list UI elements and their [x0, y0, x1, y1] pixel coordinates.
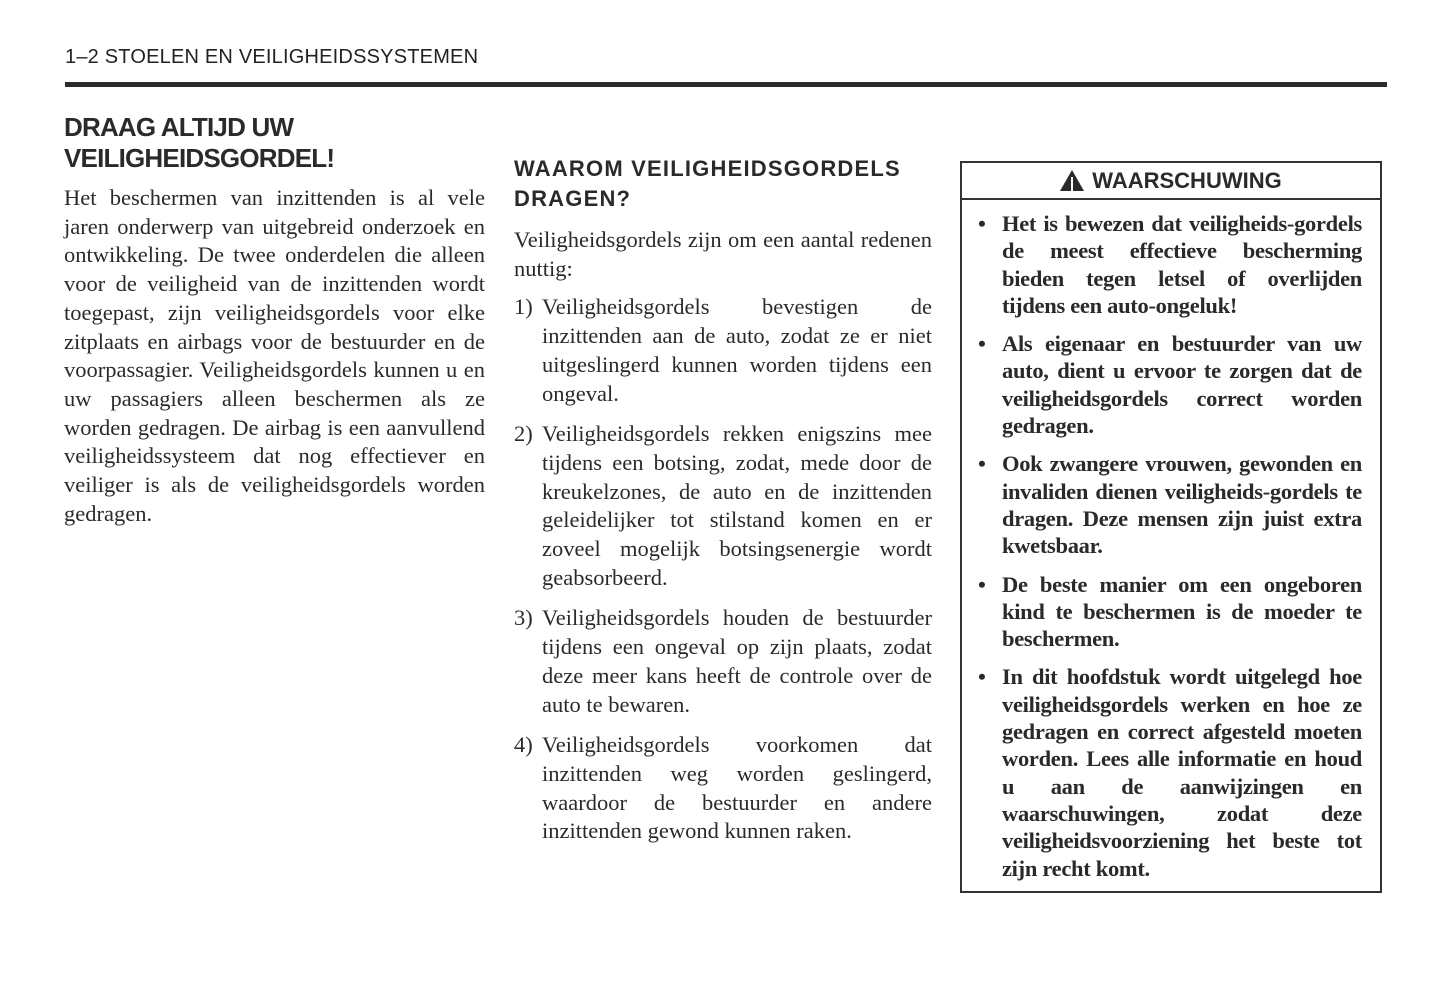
list-item — [514, 293, 932, 408]
warning-title: WAARSCHUWING — [1092, 167, 1282, 193]
item-number: 4) — [514, 732, 533, 758]
list-item — [514, 420, 932, 592]
item-text: Veiligheidsgordels voorkomen dat inzittenden weg worden geslingerd, waardoor de bestuurder en andere inzittenden gewond kunnen raken. — [542, 732, 932, 844]
section-title — [64, 112, 485, 174]
warning-text: In dit hoofdstuk wordt uitgelegd hoe veiligheidsgordels werken en hoe ze gedragen en correct afgesteld moeten worden. Lees alle informatie en houd u aan de aanwijzingen en waarschuwingen, zodat deze veiligheidsvoorziening het beste tot zijn recht komt. — [1002, 664, 1362, 881]
list-item — [514, 731, 932, 846]
warning-text: Als eigenaar en bestuurder van uw auto, dient u ervoor te zorgen dat de veiligheidsgordels correct worden gedragen. — [1002, 331, 1362, 439]
item-text: Veiligheidsgordels bevestigen de inzittenden aan de auto, zodat ze er niet uitgeslingerd kunnen worden tijdens een ongeval. — [542, 294, 932, 406]
item-number: 3) — [514, 605, 533, 631]
bullet-icon: • — [978, 571, 986, 597]
header-rule — [65, 82, 1387, 87]
section-why-seatbelts — [514, 154, 932, 858]
warning-item — [976, 571, 1362, 653]
section-intro: Veiligheidsgordels zijn om een aantal redenen nuttig: — [514, 227, 932, 281]
warning-triangle-icon — [1060, 170, 1084, 191]
bullet-icon: • — [978, 664, 986, 690]
item-number: 2) — [514, 421, 533, 447]
reasons-list — [514, 293, 932, 846]
warning-header — [962, 163, 1380, 200]
title-line-2: DRAGEN? — [514, 186, 632, 211]
warning-text: Het is bewezen dat veiligheids-gordels de meest effectieve bescherming bieden tegen letsel of overlijden tijdens een auto-ongeluk! — [1002, 211, 1362, 318]
bullet-icon: • — [978, 211, 986, 236]
running-header: 1–2 STOELEN EN VEILIGHEIDSSYSTEMEN — [65, 46, 479, 68]
item-number: 1) — [514, 294, 533, 320]
warning-list — [962, 200, 1380, 882]
title-line-2: VEILIGHEIDSGORDEL! — [64, 143, 335, 173]
item-text: Veiligheidsgordels houden de bestuurder tijdens een ongeval op zijn plaats, zodat deze meer kans heeft de controle over de auto te bewaren. — [542, 605, 932, 717]
bullet-icon: • — [978, 331, 986, 357]
warning-item — [976, 330, 1362, 439]
title-line-1: WAAROM VEILIGHEIDSGORDELS — [514, 156, 901, 181]
bullet-icon: • — [978, 451, 986, 477]
list-item — [514, 604, 932, 719]
section-body: Het beschermen van inzittenden is al vele jaren onderwerp van uitgebreid onderzoek en ontwikkeling. De twee onderdelen die alleen voor de veiligheid van de inzittenden wordt toegepast, zijn veiligheidsgordels voor elke zitplaats en airbags voor de bestuurder en de voorpassagier. Veiligheidsgordels kunnen u en uw passagiers alleen beschermen als ze worden gedragen. De airbag is een aanvullend veiligheidssysteem dat nog effectiever en veiliger is als de veiligheidsgordels worden gedragen. — [64, 185, 485, 526]
warning-text: Ook zwangere vrouwen, gewonden en invaliden dienen veiligheids-gordels te dragen. Deze mensen zijn juist extra kwetsbaar. — [1002, 451, 1362, 559]
warning-item — [976, 210, 1362, 319]
item-text: Veiligheidsgordels rekken enigszins mee tijdens een botsing, zodat, mede door de kreukelzones, de auto en de inzittenden geleidelijker tot stilstand komen en er zoveel mogelijk botsingsenergie wordt geabsorbeerd. — [542, 421, 932, 590]
title-line-1: DRAAG ALTIJD UW — [64, 112, 294, 142]
warning-text: De beste manier om een ongeboren kind te beschermen is de moeder te beschermen. — [1002, 571, 1362, 652]
warning-box — [960, 161, 1382, 893]
section-wear-seatbelt — [64, 112, 485, 528]
warning-item — [976, 663, 1362, 881]
section-title — [514, 154, 932, 214]
warning-item — [976, 450, 1362, 559]
